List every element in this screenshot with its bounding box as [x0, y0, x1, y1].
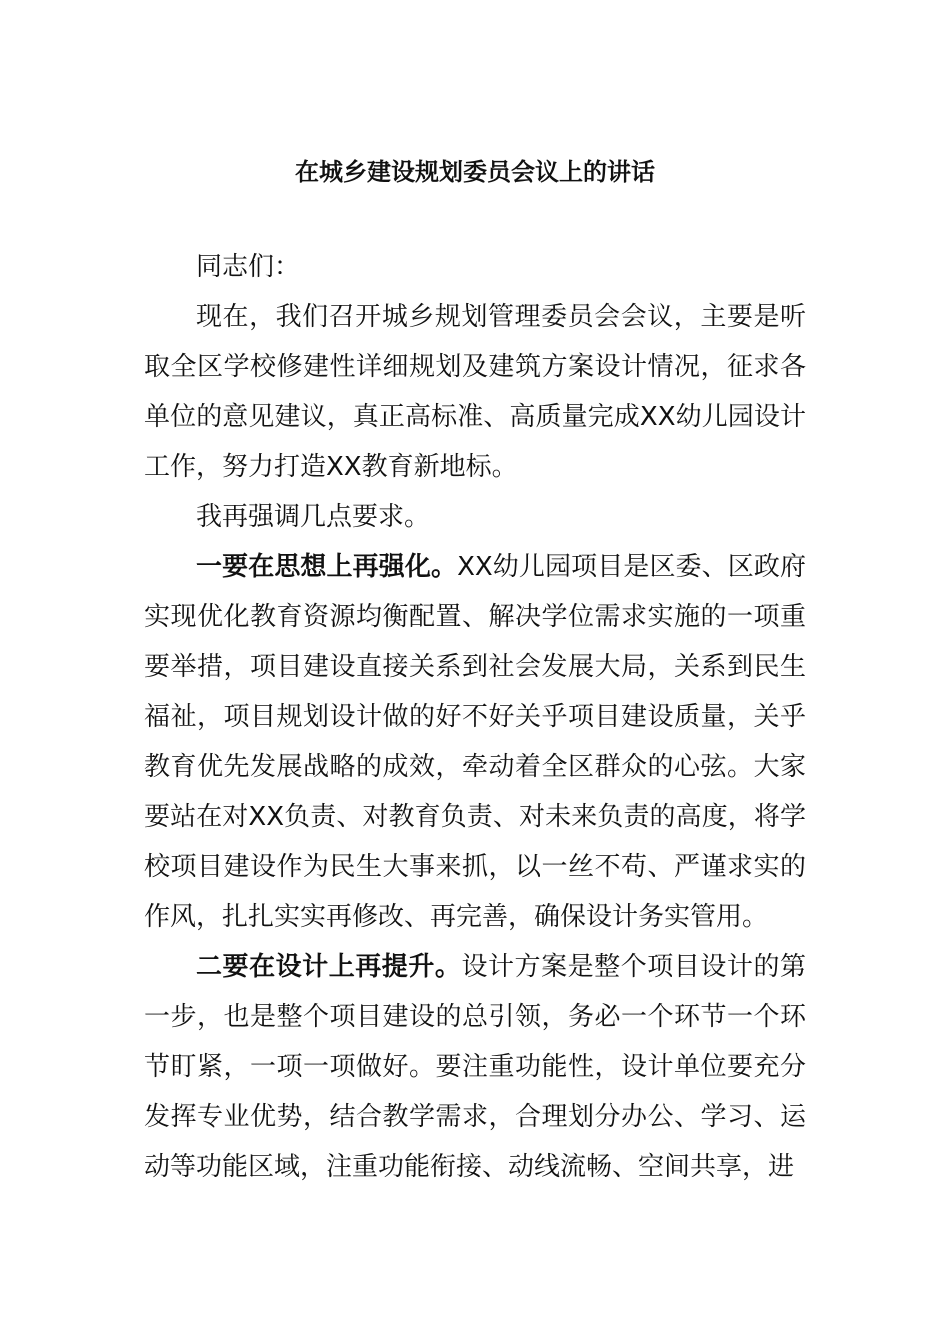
- paragraph-text: 我再强调几点要求。: [196, 502, 431, 532]
- paragraph-requirements: [144, 492, 806, 542]
- paragraph-text: 设计方案是整个项目设计的第一步，也是整个项目建设的总引领，务必一个环节一个环节盯紧，一项一项做好。要注重功能性，设计单位要充分发挥专业优势，结合教学需求，合理划分办公、学习、运动等功能区域，注重功能衔接、动线流畅、空间共享，进: [144, 952, 806, 1182]
- paragraph-text: XX幼儿园项目是区委、区政府实现优化教育资源均衡配置、解决学位需求实施的一项重要举措，项目建设直接关系到社会发展大局，关系到民生福祉，项目规划设计做的好不好关乎项目建设质量，关乎教育优先发展战略的成效，牵动着全区群众的心弦。大家要站在对XX负责、对教育负责、对未来负责的高度，将学校项目建设作为民生大事来抓，以一丝不苟、严谨求实的作风，扎扎实实再修改、再完善，确保设计务实管用。: [144, 552, 806, 932]
- paragraph-lead: 一要在思想上再强化。: [196, 552, 458, 582]
- salutation: 同志们：: [196, 252, 301, 282]
- paragraph-lead: 二要在设计上再提升。: [196, 952, 462, 982]
- document-body: [144, 242, 806, 1192]
- paragraph-point-one: [144, 542, 806, 942]
- paragraph-text: 现在，我们召开城乡规划管理委员会会议，主要是听取全区学校修建性详细规划及建筑方案设计情况，征求各单位的意见建议，真正高标准、高质量完成XX幼儿园设计工作，努力打造XX教育新地标。: [144, 302, 806, 482]
- document-title: 在城乡建设规划委员会议上的讲话: [295, 158, 655, 186]
- paragraph-intro: [144, 292, 806, 492]
- paragraph-point-two: [144, 942, 806, 1192]
